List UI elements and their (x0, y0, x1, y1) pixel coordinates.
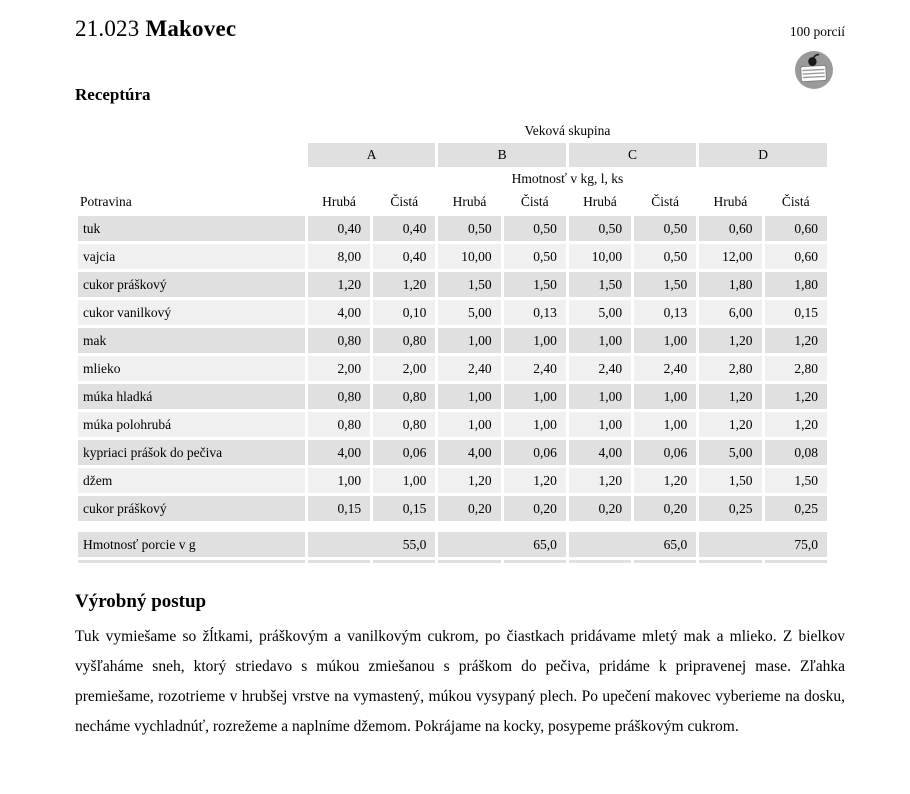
column-headers-row (78, 191, 827, 213)
ingredient-value: 4,00 (438, 440, 500, 465)
ingredient-value: 1,00 (504, 328, 566, 353)
ingredient-value: 0,50 (504, 216, 566, 241)
ingredient-value: 0,80 (373, 328, 435, 353)
ingredient-value: 2,80 (699, 356, 761, 381)
group-bar-c: C (569, 143, 696, 167)
ingredient-value: 1,20 (504, 468, 566, 493)
ingredient-value: 0,06 (634, 440, 696, 465)
ingredient-row (78, 384, 827, 409)
ingredient-name: tuk (78, 216, 305, 241)
recipe-table (75, 119, 830, 566)
recipe-name: Makovec (145, 16, 237, 41)
ingredient-value: 4,00 (308, 440, 370, 465)
ingredient-value: 1,00 (373, 468, 435, 493)
ingredient-value: 0,80 (308, 384, 370, 409)
ingredient-value: 0,06 (373, 440, 435, 465)
unit-label: Hmotnosť v kg, l, ks (511, 171, 624, 186)
ingredient-value: 0,25 (765, 496, 827, 521)
ingredient-value: 6,00 (699, 300, 761, 325)
ingredient-value: 1,00 (634, 328, 696, 353)
portion-weight-value: 75,0 (699, 532, 827, 557)
portion-weight-value: 65,0 (438, 532, 565, 557)
ingredient-value: 2,40 (634, 356, 696, 381)
ingredient-value: 1,00 (634, 384, 696, 409)
ingredient-row (78, 216, 827, 241)
ingredient-value: 1,00 (569, 384, 631, 409)
rule-cell (504, 560, 566, 563)
ingredient-value: 1,00 (634, 412, 696, 437)
ingredient-value: 0,20 (504, 496, 566, 521)
ingredient-value: 8,00 (308, 244, 370, 269)
ingredient-name: džem (78, 468, 305, 493)
procedure-text: Tuk vymiešame so žĺtkami, práškovým a vanilkovým cukrom, po čiastkach pridávame mletý mak a mlieko. Z bielkov vyšľaháme sneh, ktorý striedavo s múkou zmiešanou s práškom do pečiva, pridáme k pripravenej mase. Zľahka premiešame, rozotrieme v hrubšej vrstve na vymastený, múkou vysypaný plech. Po upečení makovec vyberieme na dosku, necháme vychladnúť, rozrežeme a naplníme džemom. Pokrájame na kocky, posypeme práškovým cukrom. (75, 628, 845, 735)
ingredient-value: 1,20 (438, 468, 500, 493)
ingredient-value: 0,40 (373, 216, 435, 241)
spacer-cell (78, 524, 827, 529)
ingredient-value: 0,25 (699, 496, 761, 521)
ingredient-value: 1,20 (765, 384, 827, 409)
group-bars-row (78, 143, 827, 167)
ingredient-value: 1,00 (308, 468, 370, 493)
column-header-b: Čistá (520, 194, 549, 209)
ingredient-value: 2,40 (569, 356, 631, 381)
age-group-header-row (78, 122, 827, 140)
ingredient-value: 1,20 (699, 328, 761, 353)
column-header-c: Hrubá (583, 194, 617, 209)
portions-label: 100 porcií (789, 24, 845, 39)
ingredient-value: 0,13 (634, 300, 696, 325)
portion-weight-label: Hmotnosť porcie v g (78, 532, 305, 557)
ingredient-value: 2,00 (308, 356, 370, 381)
portion-weight-row (78, 532, 827, 557)
ingredient-value: 1,00 (438, 384, 500, 409)
ingredient-name: cukor práškový (78, 496, 305, 521)
ingredient-value: 0,20 (634, 496, 696, 521)
table-bottom-rule (78, 560, 827, 563)
ingredient-value: 1,00 (438, 412, 500, 437)
ingredient-value: 1,50 (504, 272, 566, 297)
rule-cell (373, 560, 435, 563)
rule-cell (634, 560, 696, 563)
ingredient-value: 0,50 (504, 244, 566, 269)
page-title (75, 16, 236, 42)
ingredient-value: 1,20 (765, 328, 827, 353)
ingredient-value: 1,20 (569, 468, 631, 493)
ingredient-value: 1,00 (504, 384, 566, 409)
ingredient-value: 0,60 (765, 244, 827, 269)
ingredient-value: 0,50 (634, 244, 696, 269)
ingredient-value: 1,20 (634, 468, 696, 493)
ingredient-value: 5,00 (569, 300, 631, 325)
ingredient-value: 0,80 (373, 412, 435, 437)
ingredient-value: 1,20 (765, 412, 827, 437)
ingredient-value: 2,00 (373, 356, 435, 381)
column-header-d: Hrubá (713, 194, 748, 209)
ingredient-value: 0,60 (699, 216, 761, 241)
ingredient-value: 0,15 (765, 300, 827, 325)
ingredient-name: cukor vanilkový (78, 300, 305, 325)
ingredient-value: 0,10 (373, 300, 435, 325)
ingredient-value: 2,80 (765, 356, 827, 381)
ingredient-value: 1,00 (569, 328, 631, 353)
ingredient-value: 1,80 (699, 272, 761, 297)
ingredient-value: 5,00 (438, 300, 500, 325)
ingredient-value: 0,20 (569, 496, 631, 521)
ingredient-value: 1,50 (699, 468, 761, 493)
ingredient-name: mlieko (78, 356, 305, 381)
ingredient-value: 0,50 (438, 216, 500, 241)
ingredient-name: mak (78, 328, 305, 353)
ingredient-value: 0,08 (765, 440, 827, 465)
ingredient-value: 0,06 (504, 440, 566, 465)
ingredient-value: 1,00 (438, 328, 500, 353)
ingredient-value: 0,50 (634, 216, 696, 241)
age-group-label: Veková skupina (524, 123, 611, 138)
group-bar-d: D (699, 143, 827, 167)
column-header-c: Čistá (651, 194, 680, 209)
ingredient-value: 1,50 (569, 272, 631, 297)
ingredient-row (78, 496, 827, 521)
ingredient-row (78, 356, 827, 381)
ingredient-value: 0,20 (438, 496, 500, 521)
ingredient-value: 12,00 (699, 244, 761, 269)
ingredient-name: vajcia (78, 244, 305, 269)
ingredient-name: cukor práškový (78, 272, 305, 297)
ingredient-value: 2,40 (504, 356, 566, 381)
ingredient-value: 1,20 (699, 384, 761, 409)
column-header-a: Hrubá (322, 194, 356, 209)
ingredient-name: múka polohrubá (78, 412, 305, 437)
rule-cell (438, 560, 500, 563)
group-bar-b: B (438, 143, 565, 167)
section-heading-receptura: Receptúra (75, 85, 151, 104)
ingredient-value: 4,00 (308, 300, 370, 325)
ingredient-name: múka hladká (78, 384, 305, 409)
rule-cell (765, 560, 827, 563)
ingredient-value: 10,00 (569, 244, 631, 269)
column-header-a: Čistá (390, 194, 419, 209)
ingredient-value: 0,15 (373, 496, 435, 521)
ingredient-value: 0,80 (373, 384, 435, 409)
recipe-code: 21.023 (75, 16, 140, 41)
ingredient-value: 0,80 (308, 412, 370, 437)
ingredient-value: 4,00 (569, 440, 631, 465)
portion-weight-value: 55,0 (308, 532, 435, 557)
ingredient-value: 1,50 (438, 272, 500, 297)
ingredient-value: 0,40 (308, 216, 370, 241)
ingredient-row (78, 300, 827, 325)
ingredient-value: 0,13 (504, 300, 566, 325)
ingredient-row (78, 328, 827, 353)
ingredient-value: 1,20 (308, 272, 370, 297)
column-header-d: Čistá (781, 194, 810, 209)
rule-cell (569, 560, 631, 563)
ingredient-value: 1,20 (699, 412, 761, 437)
ingredient-value: 5,00 (699, 440, 761, 465)
ingredient-value: 0,60 (765, 216, 827, 241)
rule-cell (308, 560, 370, 563)
rule-cell (78, 560, 305, 563)
ingredient-value: 1,80 (765, 272, 827, 297)
ingredient-row (78, 272, 827, 297)
ingredient-value: 10,00 (438, 244, 500, 269)
ingredient-row (78, 440, 827, 465)
ingredient-value: 0,50 (569, 216, 631, 241)
ingredient-value: 1,50 (634, 272, 696, 297)
header (75, 16, 845, 48)
ingredient-row (78, 468, 827, 493)
ingredient-value: 0,80 (308, 328, 370, 353)
column-header-b: Hrubá (452, 194, 487, 209)
ingredient-value: 1,00 (569, 412, 631, 437)
spacer-row (78, 524, 827, 529)
ingredient-row (78, 412, 827, 437)
rule-cell (699, 560, 761, 563)
ingredient-value: 1,20 (373, 272, 435, 297)
ingredient-name: kypriaci prášok do pečiva (78, 440, 305, 465)
ingredient-value: 2,40 (438, 356, 500, 381)
ingredient-value: 0,15 (308, 496, 370, 521)
group-bar-a: A (308, 143, 435, 167)
cake-slice-icon (794, 50, 834, 90)
column-header-food: Potravina (80, 194, 132, 209)
ingredient-row (78, 244, 827, 269)
ingredient-value: 0,40 (373, 244, 435, 269)
ingredient-value: 1,50 (765, 468, 827, 493)
unit-header-row (78, 170, 827, 188)
ingredient-value: 1,00 (504, 412, 566, 437)
portion-weight-value: 65,0 (569, 532, 696, 557)
procedure-heading: Výrobný postup (75, 591, 207, 612)
